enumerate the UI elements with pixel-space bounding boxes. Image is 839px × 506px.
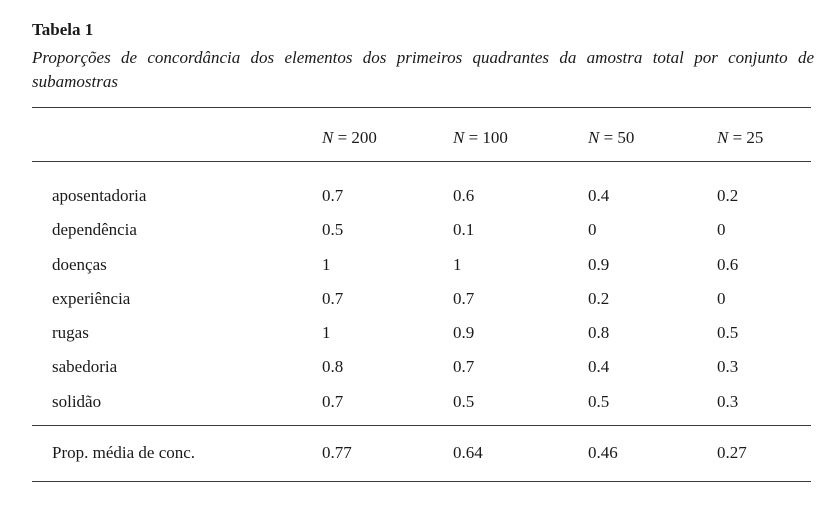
row-label: sabedoria bbox=[52, 357, 118, 376]
cell-value: 0 bbox=[717, 289, 726, 308]
cell-value: 1 bbox=[453, 255, 462, 274]
row-label: doenças bbox=[52, 255, 107, 274]
header-n200 bbox=[322, 127, 392, 149]
cell-value: 0.6 bbox=[453, 186, 475, 205]
header-n25 bbox=[717, 127, 777, 149]
n-symbol: N bbox=[322, 128, 334, 147]
cell-value: 0.8 bbox=[588, 323, 610, 342]
header-n100-value: = 100 bbox=[468, 128, 508, 147]
cell-value: 0.3 bbox=[717, 357, 739, 376]
bottom-rule bbox=[32, 481, 811, 482]
row-label: rugas bbox=[52, 323, 89, 342]
body-end-rule bbox=[32, 425, 811, 426]
header-rule bbox=[32, 161, 811, 162]
cell-value: 0.5 bbox=[322, 220, 344, 239]
cell-value: 0.2 bbox=[717, 186, 739, 205]
cell-value: 0 bbox=[717, 220, 726, 239]
summary-value: 0.27 bbox=[717, 443, 747, 462]
cell-value: 0.1 bbox=[453, 220, 475, 239]
header-n200-value: = 200 bbox=[337, 128, 377, 147]
row-label: solidão bbox=[52, 392, 102, 411]
cell-value: 1 bbox=[322, 255, 331, 274]
row-label: experiência bbox=[52, 289, 131, 308]
summary-label: Prop. média de conc. bbox=[52, 443, 196, 462]
cell-value: 0.7 bbox=[453, 289, 475, 308]
cell-value: 0.4 bbox=[588, 186, 610, 205]
top-rule bbox=[32, 107, 811, 108]
cell-value: 0.9 bbox=[453, 323, 475, 342]
row-label: dependência bbox=[52, 220, 137, 239]
n-symbol: N bbox=[717, 128, 729, 147]
summary-value: 0.77 bbox=[322, 443, 352, 462]
cell-value: 0.5 bbox=[588, 392, 610, 411]
cell-value: 0.7 bbox=[322, 186, 344, 205]
cell-value: 0.9 bbox=[588, 255, 610, 274]
header-n25-value: = 25 bbox=[732, 128, 764, 147]
cell-value: 1 bbox=[322, 323, 331, 342]
cell-value: 0.7 bbox=[322, 289, 344, 308]
summary-value: 0.46 bbox=[588, 443, 618, 462]
n-symbol: N bbox=[453, 128, 465, 147]
cell-value: 0.4 bbox=[588, 357, 610, 376]
cell-value: 0.5 bbox=[453, 392, 475, 411]
summary-value: 0.64 bbox=[453, 443, 483, 462]
header-n50 bbox=[588, 127, 648, 149]
header-n50-value: = 50 bbox=[603, 128, 635, 147]
cell-value: 0.7 bbox=[453, 357, 475, 376]
header-n100 bbox=[453, 127, 523, 149]
cell-value: 0.5 bbox=[717, 323, 739, 342]
cell-value: 0.6 bbox=[717, 255, 739, 274]
table-caption: Proporções de concordância dos elementos dos primeiros quadrantes da amostra total por conjunto de subamostras bbox=[32, 48, 814, 91]
row-label: aposentadoria bbox=[52, 186, 147, 205]
cell-value: 0.7 bbox=[322, 392, 344, 411]
table-label: Tabela 1 bbox=[32, 20, 94, 39]
n-symbol: N bbox=[588, 128, 600, 147]
cell-value: 0 bbox=[588, 220, 597, 239]
cell-value: 0.3 bbox=[717, 392, 739, 411]
cell-value: 0.2 bbox=[588, 289, 610, 308]
cell-value: 0.8 bbox=[322, 357, 344, 376]
